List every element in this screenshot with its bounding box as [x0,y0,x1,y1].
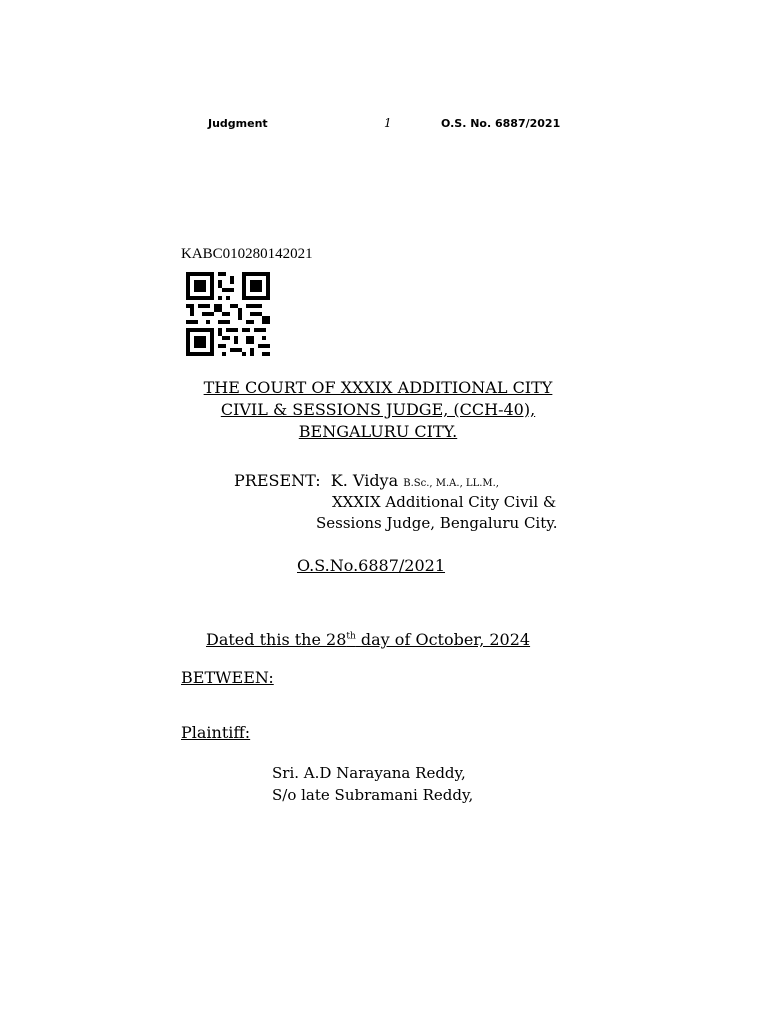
suit-number: O.S.No.6887/2021 [297,556,446,575]
date-rest: day of October, 2024 [355,630,531,649]
date-prefix: Dated this the 28 [206,630,347,649]
court-title [160,377,596,443]
judge-qualifications: B.Sc., M.A., LL.M., [403,478,499,489]
plaintiff-details [272,762,473,806]
court-title-line1: THE COURT OF XXXIX ADDITIONAL CITY [203,378,553,397]
case-code: KABC010280142021 [181,246,313,262]
plaintiff-parentage: S/o late Subramani Reddy, [272,786,474,804]
present-label: PRESENT: [234,471,321,490]
judge-name: K. Vidya [330,471,399,490]
judge-designation [316,492,616,534]
designation-line1: XXXIX Additional City Civil & [332,493,557,511]
plaintiff-heading: Plaintiff: [181,723,251,742]
header-left-label: Judgment [208,117,268,130]
plaintiff-name: Sri. A.D Narayana Reddy, [272,764,466,782]
page-number: 1 [384,116,392,130]
present-line [234,471,499,490]
court-title-line2: CIVIL & SESSIONS JUDGE, (CCH-40), [220,400,536,419]
qr-code-icon [186,272,270,356]
header-case-number: O.S. No. 6887/2021 [441,117,561,130]
dated-line [206,630,530,649]
designation-line2: Sessions Judge, Bengaluru City. [316,514,558,532]
court-title-line3: BENGALURU CITY. [298,422,458,441]
between-heading: BETWEEN: [181,668,274,687]
date-ordinal-suffix: th [346,631,356,642]
